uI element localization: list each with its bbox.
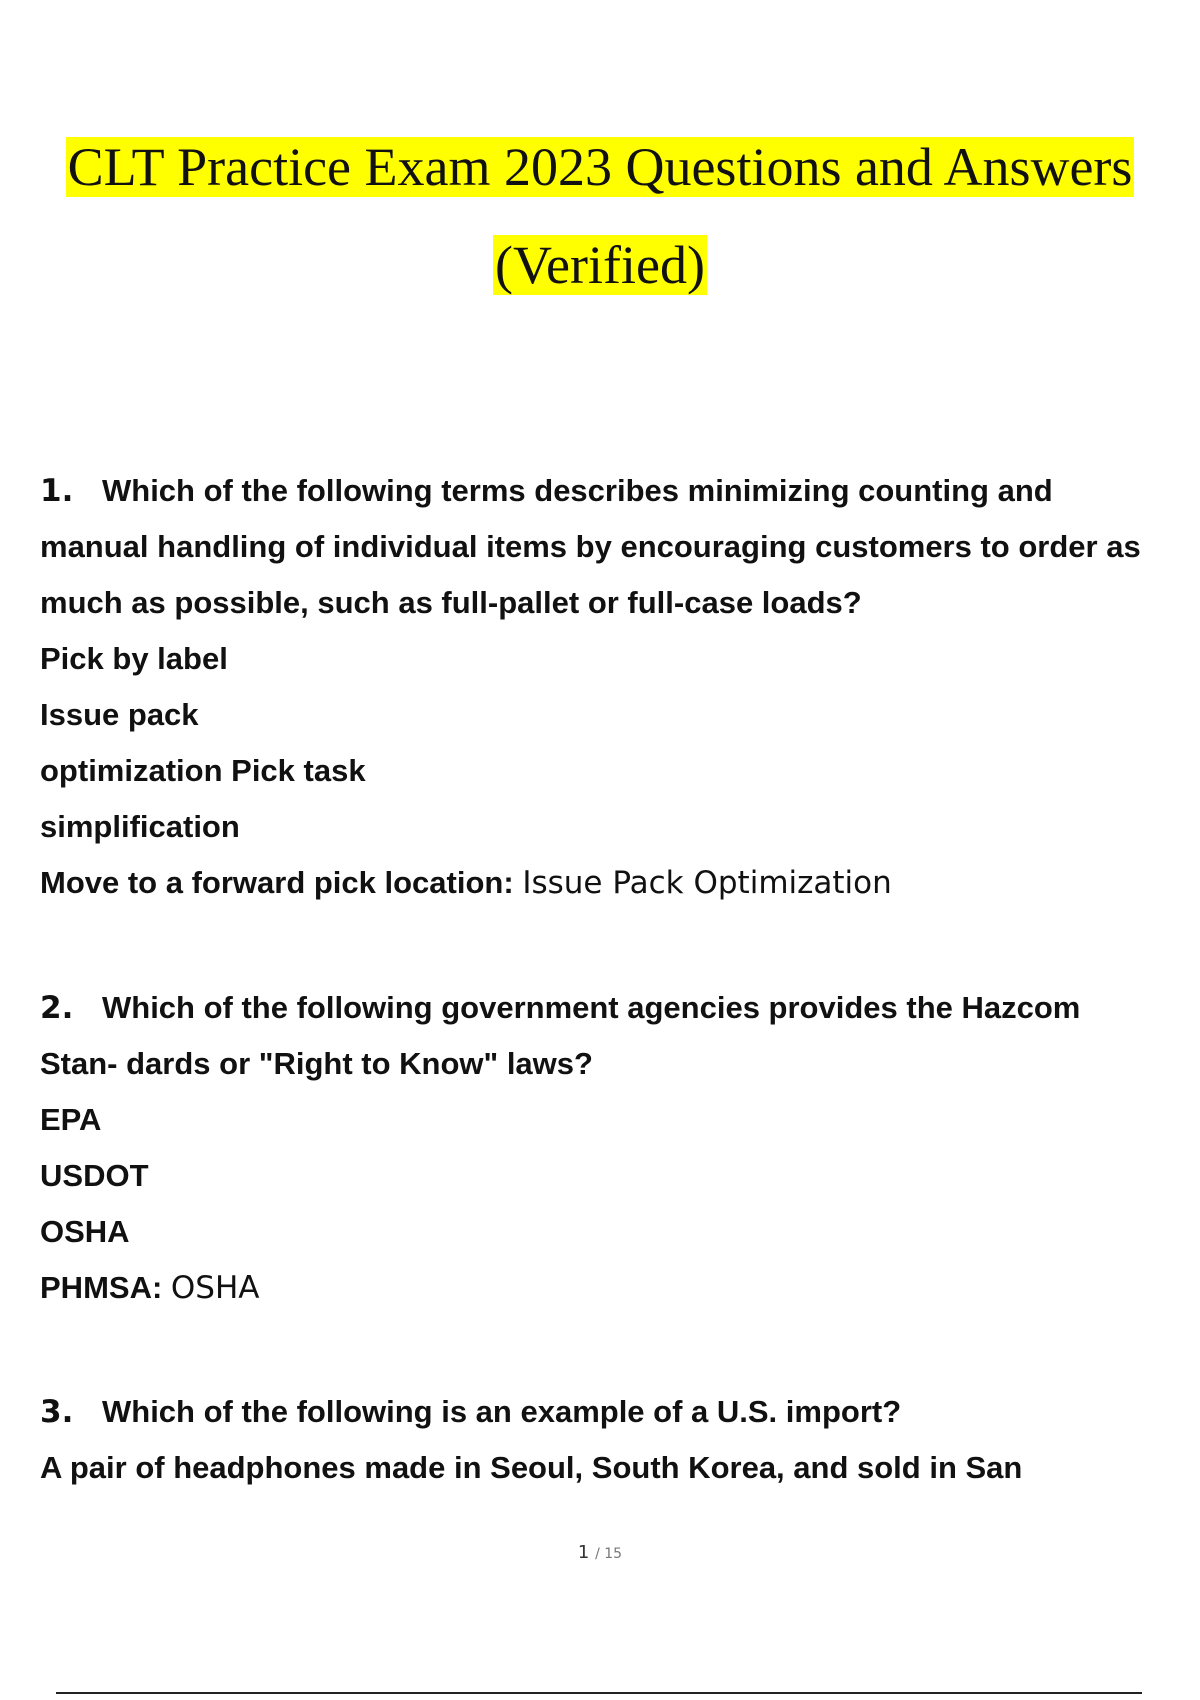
option-text: EPA bbox=[40, 1102, 102, 1137]
question-number: 3. bbox=[40, 1394, 74, 1430]
answer-line bbox=[40, 1260, 1180, 1316]
question-2 bbox=[40, 980, 1180, 1316]
answer-line bbox=[40, 855, 1180, 911]
option-text: OSHA bbox=[40, 1214, 130, 1249]
footer-divider bbox=[56, 1692, 1142, 1694]
option-text: USDOT bbox=[40, 1158, 149, 1193]
option-text: simplification bbox=[40, 809, 240, 844]
question-number: 2. bbox=[40, 990, 74, 1026]
title-line-2: (Verified) bbox=[495, 235, 705, 295]
question-text: manual handling of individual items by encouraging customers to order as bbox=[40, 529, 1141, 564]
question-text: Stan- dards or "Right to Know" laws? bbox=[40, 1046, 593, 1081]
question-text: Which of the following is an example of a U.S. import? bbox=[102, 1394, 902, 1429]
question-number: 1. bbox=[40, 473, 74, 509]
total-pages: / 15 bbox=[595, 1546, 623, 1562]
option-text: Issue pack bbox=[40, 697, 199, 732]
question-3 bbox=[40, 1384, 1180, 1496]
option-text: Pick by label bbox=[40, 641, 228, 676]
question-text: Which of the following terms describes minimizing counting and bbox=[102, 473, 1053, 508]
question-text: Which of the following government agencies provides the Hazcom bbox=[102, 990, 1081, 1025]
page-indicator bbox=[0, 1542, 1200, 1563]
document-title bbox=[0, 118, 1200, 314]
option-text: PHMSA: bbox=[40, 1270, 163, 1305]
answer-text: OSHA bbox=[170, 1270, 260, 1306]
question-2-line bbox=[40, 980, 1180, 1036]
question-1-line bbox=[40, 463, 1180, 519]
option-text: Move to a forward pick location: bbox=[40, 865, 514, 900]
question-text: much as possible, such as full-pallet or full-case loads? bbox=[40, 585, 862, 620]
answer-text: Issue Pack Optimization bbox=[522, 865, 892, 901]
question-text: A pair of headphones made in Seoul, South Korea, and sold in San bbox=[40, 1450, 1023, 1485]
option-text: optimization Pick task bbox=[40, 753, 366, 788]
question-3-line bbox=[40, 1384, 1180, 1440]
title-line-1: CLT Practice Exam 2023 Questions and Answers bbox=[67, 137, 1133, 197]
current-page: 1 bbox=[577, 1542, 590, 1563]
question-1 bbox=[40, 463, 1180, 911]
